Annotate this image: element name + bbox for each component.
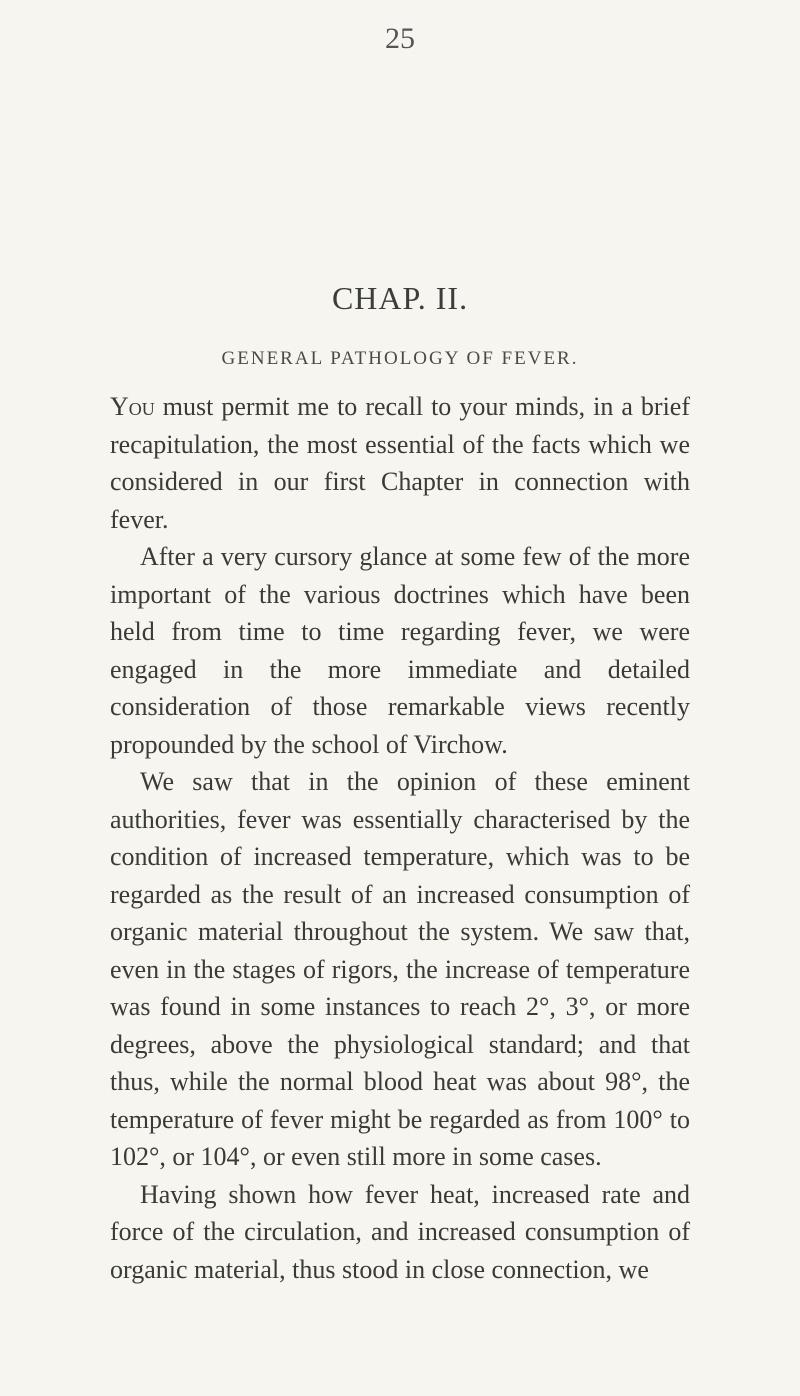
chapter-heading: CHAP. II.	[331, 280, 469, 316]
paragraph-3: We saw that in the opinion of these eminent authorities, fever was essentially characterised by the condition of increased temperature, which was to be regarded as the result of an increased consumption of organic material throughout the system. We saw that, even in the stages of rigors, the increase of temperature was found in some instances to reach 2°, 3°, or more degrees, above the physiological standard; and that thus, while the normal blood heat was about 98°, the temperature of fever might be regarded as from 100° to 102°, or 104°, or even still more in some cases.	[110, 767, 690, 1171]
section-title: GENERAL PATHOLOGY OF FEVER.	[221, 348, 579, 369]
paragraph-4: Having shown how fever heat, increased rate and force of the circulation, and increased consumption of organic material, thus stood in close connection, we	[110, 1179, 690, 1284]
paragraph-lead-word: You	[110, 392, 155, 421]
paragraph-1	[110, 388, 690, 538]
body-text	[110, 388, 690, 1288]
page-number: 25	[385, 22, 415, 55]
paragraph-1-text: must permit me to recall to your minds, in a brief recapitulation, the most essential of the facts which we considered in our first Chapter in connection with fever.	[110, 392, 690, 534]
paragraph-2: After a very cursory glance at some few of the more important of the various doctrines which have been held from time to time regarding fever, we were engaged in the more immediate and detailed consideration of those remarkable views recently propounded by the school of Virchow.	[110, 542, 690, 759]
